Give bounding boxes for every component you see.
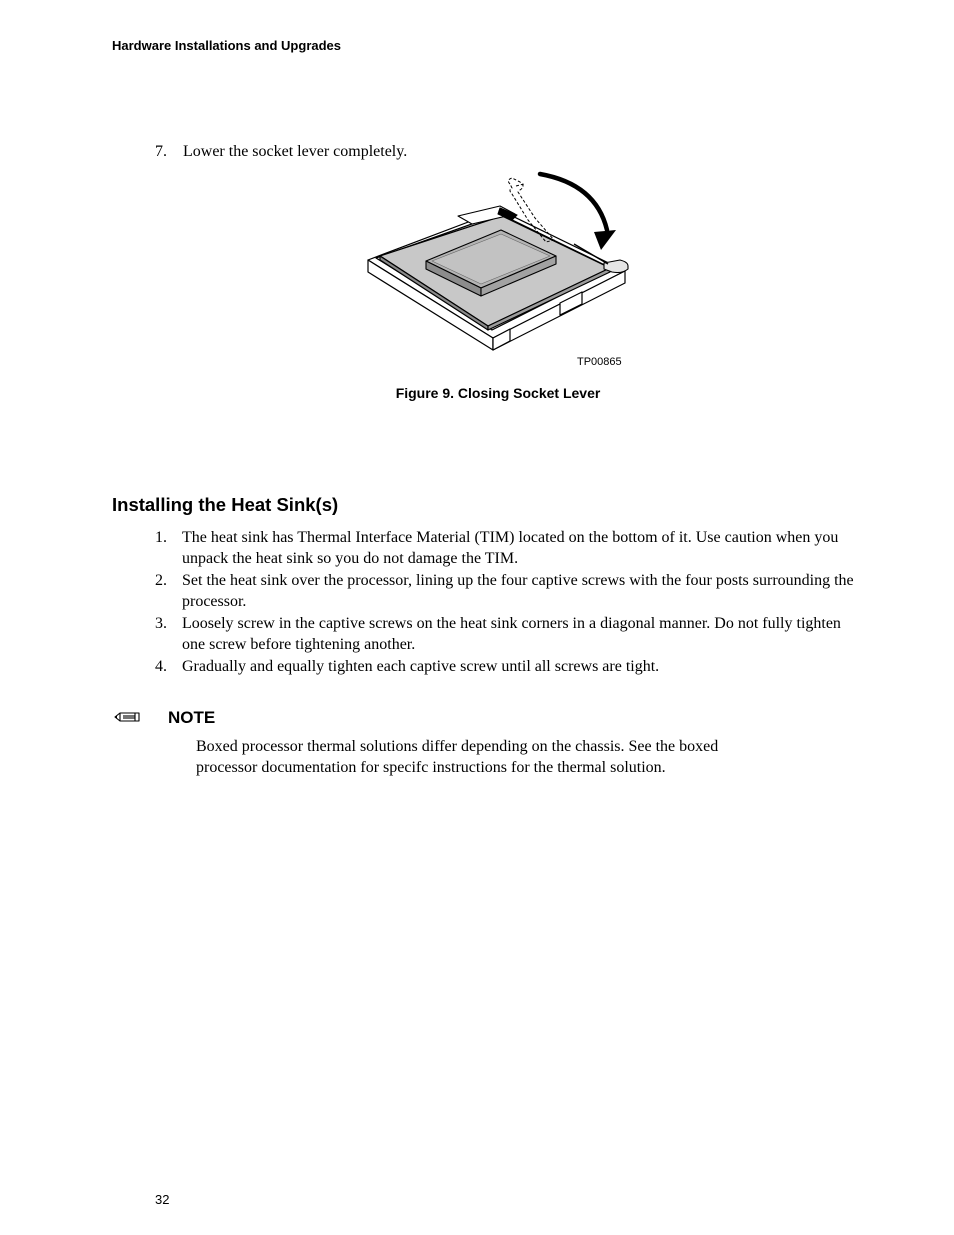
socket-lever-illustration (360, 168, 640, 378)
section-heading: Installing the Heat Sink(s) (112, 494, 339, 515)
list-item (155, 527, 855, 569)
list-item (155, 570, 855, 612)
heat-sink-steps (155, 527, 855, 678)
step-text: Lower the socket lever completely. (183, 143, 408, 160)
step-number: 2. (155, 572, 167, 589)
note-text: Boxed processor thermal solutions differ depending on the chassis. See the boxed processor documentation for specifc instructions for the thermal solution. (196, 738, 719, 776)
figure-caption: Figure 9. Closing Socket Lever (395, 385, 601, 401)
socket-lever-figure (360, 168, 640, 378)
step-text: The heat sink has Thermal Interface Material (TIM) located on the bottom of it. Use caution when you unpack the heat sink so you do not damage the TIM. (182, 529, 839, 567)
step-number: 4. (155, 658, 167, 675)
step-text: Gradually and equally tighten each captive screw until all screws are tight. (182, 658, 660, 675)
running-header: Hardware Installations and Upgrades (112, 38, 342, 53)
step-7 (155, 141, 855, 163)
note-label: NOTE (168, 708, 216, 727)
pencil-icon (113, 709, 143, 725)
list-item (155, 656, 855, 677)
step-number: 7. (155, 143, 167, 160)
page-number: 32 (155, 1192, 170, 1207)
step-text: Set the heat sink over the processor, lining up the four captive screws with the four posts surrounding the processor. (182, 572, 854, 610)
step-number: 3. (155, 615, 167, 632)
figure-code: TP00865 (577, 356, 622, 368)
step-text: Loosely screw in the captive screws on the heat sink corners in a diagonal manner. Do not fully tighten one screw before tightening another. (182, 615, 841, 653)
list-item (155, 613, 855, 655)
lever-tab (604, 260, 628, 273)
step-number: 1. (155, 529, 167, 546)
